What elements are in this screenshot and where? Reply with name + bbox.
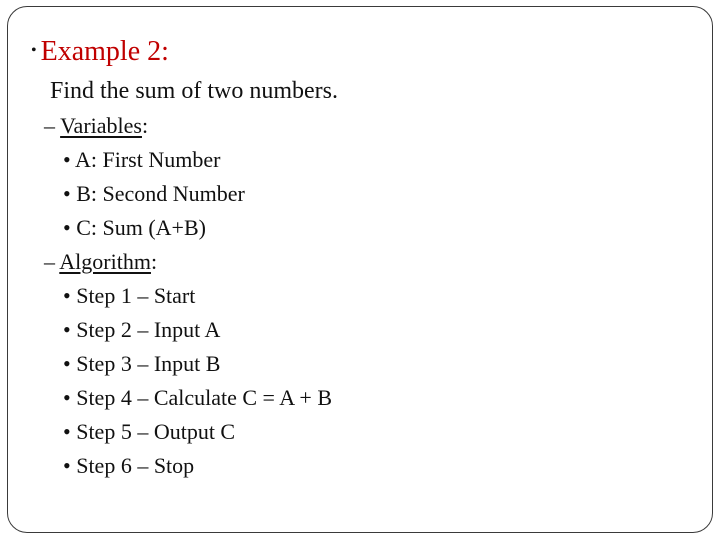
list-item: • Step 6 – Stop (63, 453, 195, 478)
dash: – (44, 113, 55, 138)
dash: – (44, 249, 55, 274)
list-item: • Step 5 – Output C (63, 419, 236, 444)
section-heading-algorithm (44, 248, 157, 276)
list-item: • C: Sum (A+B) (63, 215, 206, 240)
section-heading-variables (44, 112, 148, 140)
list-item: • B: Second Number (63, 181, 245, 206)
list-item: • Step 3 – Input B (63, 351, 221, 376)
colon: : (141, 113, 149, 138)
colon: : (150, 249, 158, 274)
title-text: Example 2: (40, 36, 169, 67)
list-item: • Step 1 – Start (63, 283, 196, 308)
title-bullet: • (31, 42, 37, 59)
slide-title (31, 33, 169, 70)
heading-text: Algorithm (59, 249, 151, 274)
problem-statement: Find the sum of two numbers. (50, 78, 338, 104)
list-item: • A: First Number (63, 147, 221, 172)
list-item: • Step 2 – Input A (63, 317, 221, 342)
heading-text: Variables (60, 113, 142, 138)
list-item: • Step 4 – Calculate C = A + B (63, 385, 333, 410)
